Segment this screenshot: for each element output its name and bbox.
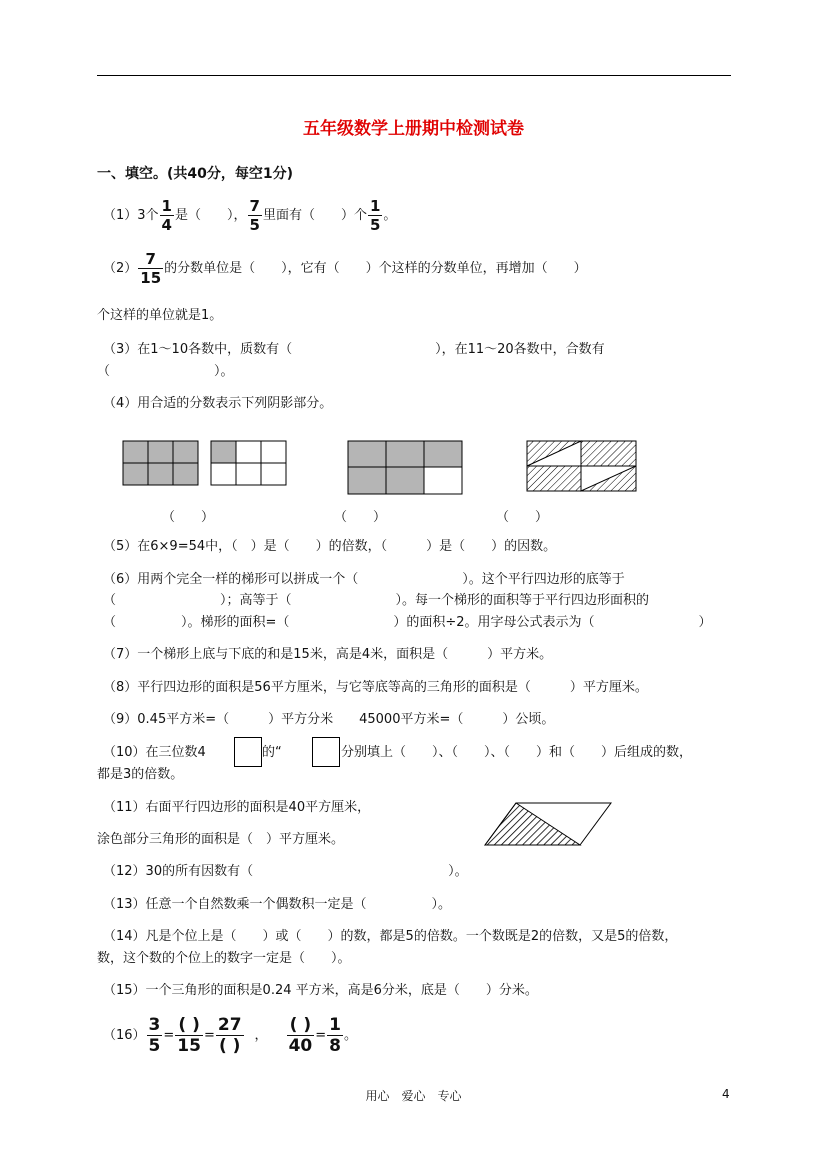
equals-sign-3: =: [315, 1028, 327, 1043]
equals-sign-2: =: [203, 1028, 215, 1043]
fraction-blank-40[interactable]: $\frac{( )}{40}$: [288, 1015, 313, 1056]
answer-blank-3[interactable]: （ ）: [496, 510, 549, 525]
question-6-line-1: （6）用两个完全一样的梯形可以拼成一个（ ）。这个平行四边形的底等于: [103, 572, 625, 587]
parallelogram-figure: [482, 800, 614, 850]
answer-blank-1[interactable]: （ ）: [162, 510, 215, 525]
question-9: （9）0.45平方米=（ ）平方分米 45000平方米=（ ）公顷。: [103, 712, 555, 727]
question-10-b: 的“: [262, 745, 282, 760]
question-10-d: 都是3的倍数。: [97, 767, 184, 782]
section-heading: 一、填空。(共40分，每空1分): [97, 166, 294, 182]
figure-1-grid: [123, 441, 198, 485]
question-16: [103, 1016, 357, 1055]
question-2: [103, 251, 587, 286]
question-15: （15）一个三角形的面积是0.24 平方米，高是6分米，底是（ ）分米。: [103, 983, 538, 998]
figure-3-grid: [348, 441, 462, 494]
fraction-1-8: $\frac{1}{8}$: [329, 1015, 341, 1056]
fraction-27-blank[interactable]: $\frac{27}{( )}$: [217, 1015, 242, 1056]
shaded-figures: [120, 437, 650, 499]
figure-2-grid: [211, 441, 286, 485]
separator-comma: ，: [254, 1028, 268, 1043]
fraction-blank-15[interactable]: $\frac{( )}{15}$: [177, 1015, 201, 1056]
question-13: （13）任意一个自然数乘一个偶数积一定是（ ）。: [103, 897, 452, 912]
question-2-cont: 个这样的单位就是1。: [97, 308, 223, 323]
q1-text-b: 是（ ），: [174, 208, 247, 223]
page-title: 五年级数学上册期中检测试卷: [303, 119, 524, 139]
question-3-line-2: （ ）。: [97, 364, 234, 379]
question-14-line-1: （14）凡是个位上是（ ）或（ ）的数，都是5的倍数。一个数既是2的倍数，又是5的倍数，: [103, 929, 678, 944]
question-11-a: （11）右面平行四边形的面积是40平方厘米，: [103, 800, 371, 815]
q2-text-a: （2）: [103, 261, 138, 276]
question-4: （4）用合适的分数表示下列阴影部分。: [103, 396, 333, 411]
equals-sign-1: =: [163, 1028, 175, 1043]
q1-text-c: 里面有（ ）个: [262, 208, 367, 223]
question-3-line-1: （3）在1～10各数中，质数有（ ），在11～20各数中，合数有: [103, 342, 605, 357]
question-14-line-2: 数，这个数的个位上的数字一定是（ ）。: [97, 951, 351, 966]
q1-text-a: （1）3个: [103, 208, 159, 223]
q2-text-b: 的分数单位是（ ），它有（ ）个这样的分数单位，再增加（ ）: [164, 261, 587, 276]
digit-box-2[interactable]: [312, 737, 340, 767]
footer-text: 用心 爱心 专心: [365, 1089, 462, 1103]
question-5: （5）在6×9=54中，（ ）是（ ）的倍数，（ ）是（ ）的因数。: [103, 539, 557, 554]
q16-end: 。: [343, 1028, 357, 1043]
q1-text-d: 。: [383, 208, 397, 223]
fraction-3-5: $\frac{3}{5}$: [148, 1015, 161, 1056]
fraction-7-15: $\frac{7}{15}$: [140, 250, 162, 287]
question-10-a: （10）在三位数4: [103, 745, 206, 760]
digit-box-1[interactable]: [234, 737, 262, 767]
question-7: （7）一个梯形上底与下底的和是15米，高是4米，面积是（ ）平方米。: [103, 647, 553, 662]
q16-label: （16）: [103, 1028, 146, 1043]
question-11-b: 涂色部分三角形的面积是（ ）平方厘米。: [97, 832, 345, 847]
answer-blank-2[interactable]: （ ）: [334, 510, 387, 525]
question-1: [103, 198, 396, 233]
question-8: （8）平行四边形的面积是56平方厘米，与它等底等高的三角形的面积是（ ）平方厘米。: [103, 680, 648, 695]
page-number: 4: [722, 1087, 730, 1101]
header-rule: [97, 75, 731, 76]
question-10-c: 分别填上（ ）、（ ）、（ ）和（ ）后组成的数，: [341, 745, 693, 760]
fraction-7-5: $\frac{7}{5}$: [249, 197, 260, 234]
fraction-1-5: $\frac{1}{5}$: [369, 197, 381, 234]
question-6-line-2: （ ）；高等于（ ）。每一个梯形的面积等于平行四边形面积的: [103, 593, 650, 608]
figure-4-hatched-rectangle: [527, 441, 636, 491]
fraction-1-4: $\frac{1}{4}$: [161, 197, 172, 234]
question-12: （12）30的所有因数有（ ）。: [103, 864, 468, 879]
question-6-line-3: （ ）。梯形的面积=（ ）的面积÷2。用字母公式表示为（ ）: [103, 615, 712, 630]
